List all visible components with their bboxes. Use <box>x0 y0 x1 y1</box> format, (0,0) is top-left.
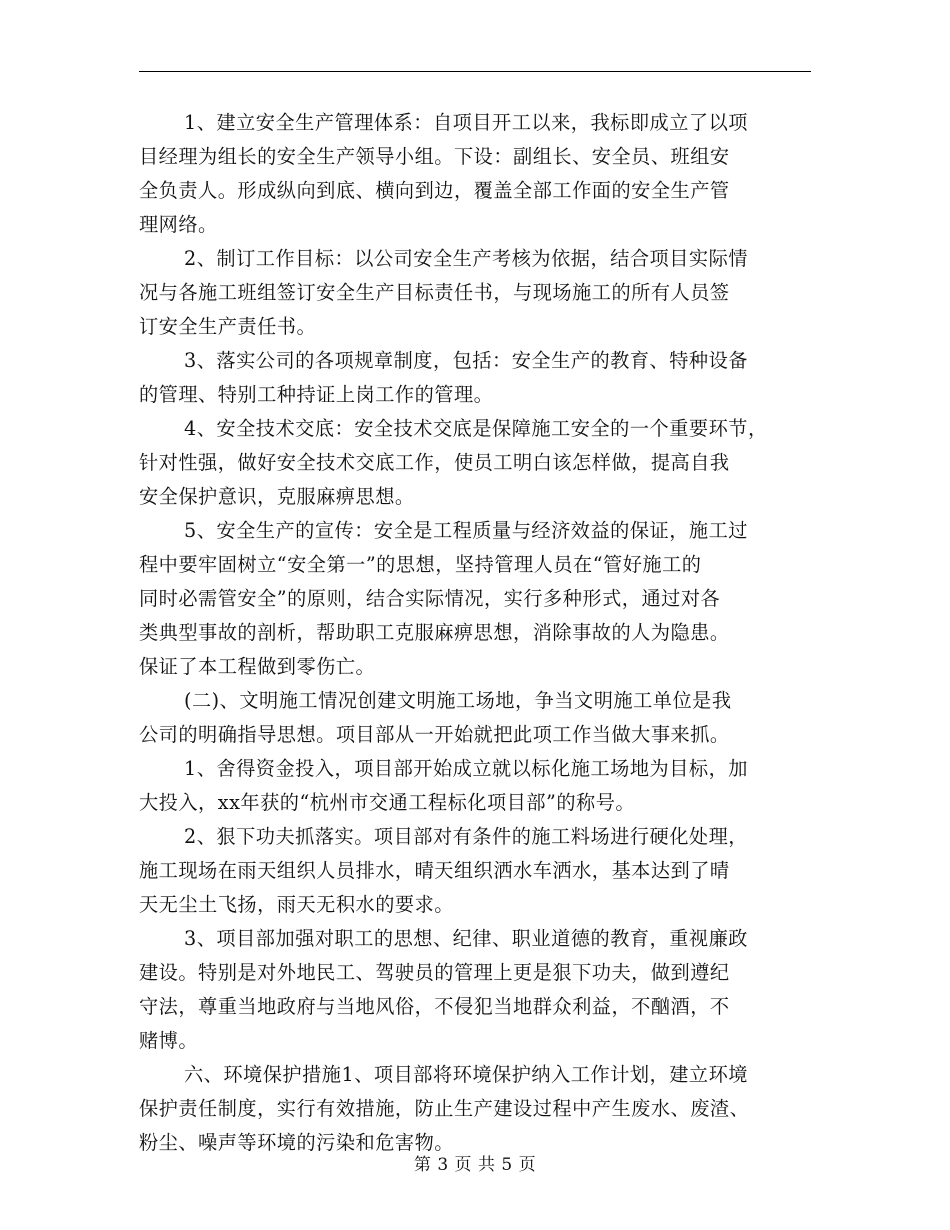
paragraph-line: 订安全生产责任书。 <box>139 315 317 338</box>
paragraph-line: 的管理、特别工种持证上岗工作的管理。 <box>139 383 494 406</box>
paragraph-line: 程中要牢固树立“安全第一”的思想，坚持管理人员在“管好施工的 <box>139 553 702 576</box>
paragraph-line: 3、项目部加强对职工的思想、纪律、职业道德的教育，重视廉政 <box>184 927 748 950</box>
paragraph-line: 全负责人。形成纵向到底、横向到边，覆盖全部工作面的安全生产管 <box>139 179 730 202</box>
paragraph-line: 针对性强，做好安全技术交底工作，使员工明白该怎样做，提高自我 <box>139 451 730 474</box>
paragraph-line: 六、环境保护措施1、项目部将环境保护纳入工作计划，建立环境 <box>184 1063 748 1086</box>
paragraph-funding <box>139 752 811 820</box>
paragraph-line: 保护责任制度，实行有效措施，防止生产建设过程中产生废水、废渣、 <box>139 1097 750 1120</box>
paragraph-line: 同时必需管安全”的原则，结合实际情况，实行多种形式，通过对各 <box>139 587 721 610</box>
paragraph-technical-briefing <box>139 412 811 514</box>
paragraph-line: 理网络。 <box>139 213 218 236</box>
paragraph-line: 粉尘、噪声等环境的污染和危害物。 <box>139 1131 454 1154</box>
paragraph-safety-system <box>139 106 811 242</box>
paragraph-implementation <box>139 820 811 922</box>
paragraph-environmental-protection <box>139 1058 811 1160</box>
paragraph-line: 天无尘土飞扬，雨天无积水的要求。 <box>139 893 454 916</box>
paragraph-line: 公司的明确指导思想。项目部从一开始就把此项工作当做大事来抓。 <box>139 723 730 746</box>
paragraph-line: 5、安全生产的宣传：安全是工程质量与经济效益的保证，施工过 <box>184 519 748 542</box>
paragraph-line: 4、安全技术交底：安全技术交底是保障施工安全的一个重要环节， <box>184 417 768 440</box>
document-body <box>139 106 811 1160</box>
paragraph-line: 保证了本工程做到零伤亡。 <box>139 655 376 678</box>
paragraph-line: 大投入，xx年获的“杭州市交通工程标化项目部”的称号。 <box>139 791 636 814</box>
paragraph-staff-education <box>139 922 811 1058</box>
paragraph-line: 施工现场在雨天组织人员排水，晴天组织洒水车洒水，基本达到了晴 <box>139 859 730 882</box>
paragraph-regulations <box>139 344 811 412</box>
paragraph-work-goals <box>139 242 811 344</box>
paragraph-line: (二)、文明施工情况创建文明施工场地，争当文明施工单位是我 <box>184 689 732 712</box>
paragraph-line: 类典型事故的剖析，帮助职工克服麻痹思想，消除事故的人为隐患。 <box>139 621 730 644</box>
paragraph-line: 建设。特别是对外地民工、驾驶员的管理上更是狠下功夫，做到遵纪 <box>139 961 730 984</box>
paragraph-line: 目经理为组长的安全生产领导小组。下设：副组长、安全员、班组安 <box>139 145 730 168</box>
paragraph-civilized-construction <box>139 684 811 752</box>
paragraph-line: 2、制订工作目标：以公司安全生产考核为依据，结合项目实际情 <box>184 247 748 270</box>
page-number: 第 3 页 共 5 页 <box>413 1155 537 1175</box>
header-rule <box>139 71 811 72</box>
paragraph-line: 赌博。 <box>139 1029 199 1052</box>
paragraph-line: 1、建立安全生产管理体系：自项目开工以来，我标即成立了以项 <box>184 111 748 134</box>
paragraph-line: 1、舍得资金投入，项目部开始成立就以标化施工场地为目标，加 <box>184 757 748 780</box>
paragraph-line: 安全保护意识，克服麻痹思想。 <box>139 485 415 508</box>
paragraph-safety-publicity <box>139 514 811 684</box>
paragraph-line: 守法，尊重当地政府与当地风俗，不侵犯当地群众利益，不酗酒，不 <box>139 995 730 1018</box>
paragraph-line: 况与各施工班组签订安全生产目标责任书，与现场施工的所有人员签 <box>139 281 730 304</box>
paragraph-line: 2、狠下功夫抓落实。项目部对有条件的施工料场进行硬化处理， <box>184 825 748 848</box>
paragraph-line: 3、落实公司的各项规章制度，包括：安全生产的教育、特种设备 <box>184 349 748 372</box>
